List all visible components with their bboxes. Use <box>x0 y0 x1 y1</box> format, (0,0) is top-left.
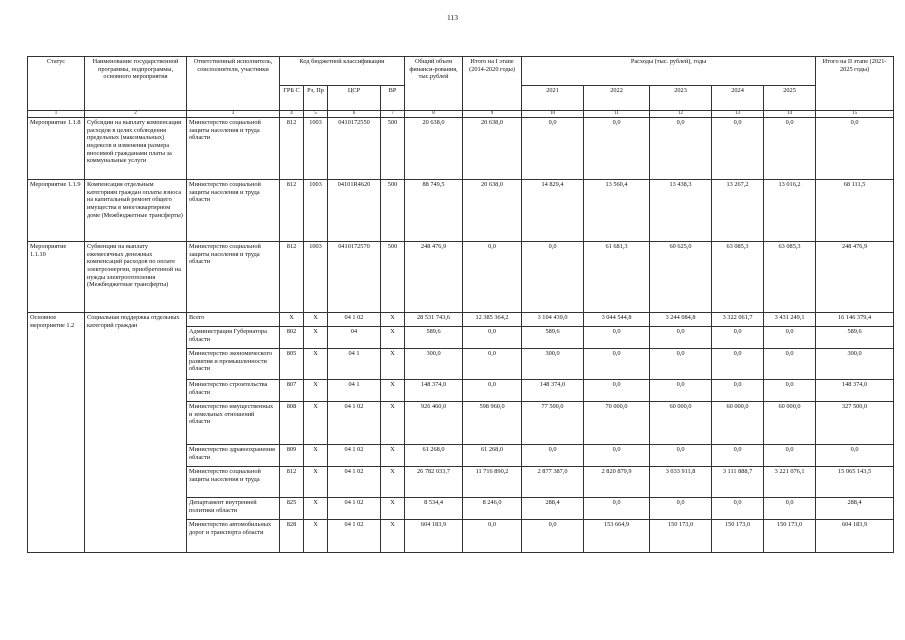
stage1-cell: 61 268,0 <box>463 445 522 467</box>
y2022-cell: 0,0 <box>584 327 650 349</box>
status-cell: Мероприятие 1.1.9 <box>28 180 85 242</box>
csr-cell: 04 1 <box>328 349 381 380</box>
column-number: 4 <box>280 111 304 118</box>
stage2-cell: 604 183,9 <box>816 520 894 553</box>
stage2-cell: 300,0 <box>816 349 894 380</box>
responsible-cell: Министерство строительства области <box>187 380 280 402</box>
stage2-cell: 68 111,5 <box>816 180 894 242</box>
header-grbs: ГРБ С <box>280 86 304 111</box>
column-number: 14 <box>764 111 816 118</box>
stage1-cell: 0,0 <box>463 380 522 402</box>
y2023-cell: 0,0 <box>650 445 712 467</box>
responsible-cell: Министерство социальной защиты населения и труда <box>187 467 280 498</box>
stage1-cell: 0,0 <box>463 242 522 313</box>
column-number: 6 <box>328 111 381 118</box>
total-cell: 589,6 <box>405 327 463 349</box>
rzpr-cell: X <box>304 327 328 349</box>
vr-cell: X <box>381 380 405 402</box>
y2022-cell: 2 820 879,9 <box>584 467 650 498</box>
stage1-cell: 20 638,0 <box>463 118 522 180</box>
vr-cell: X <box>381 520 405 553</box>
y2022-cell: 0,0 <box>584 349 650 380</box>
y2022-cell: 70 000,0 <box>584 402 650 445</box>
y2021-cell: 300,0 <box>522 349 584 380</box>
rzpr-cell: X <box>304 520 328 553</box>
csr-cell: 04 1 02 <box>328 498 381 520</box>
budget-table <box>27 56 894 553</box>
total-cell: 88 749,5 <box>405 180 463 242</box>
y2024-cell: 0,0 <box>712 445 764 467</box>
y2021-cell: 2 877 387,0 <box>522 467 584 498</box>
y2025-cell: 3 221 076,1 <box>764 467 816 498</box>
csr-cell: 04 1 <box>328 380 381 402</box>
vr-cell: X <box>381 327 405 349</box>
y2021-cell: 589,6 <box>522 327 584 349</box>
responsible-cell: Департамент внутренней политики области <box>187 498 280 520</box>
total-cell: 8 534,4 <box>405 498 463 520</box>
y2021-cell: 0,0 <box>522 242 584 313</box>
column-number: 9 <box>463 111 522 118</box>
y2025-cell: 0,0 <box>764 380 816 402</box>
csr-cell: 04 1 02 <box>328 467 381 498</box>
total-cell: 300,0 <box>405 349 463 380</box>
y2024-cell: 3 111 888,7 <box>712 467 764 498</box>
stage1-cell: 598 960,0 <box>463 402 522 445</box>
rzpr-cell: 1003 <box>304 180 328 242</box>
responsible-cell: Министерство автомобильных дорог и транспорта области <box>187 520 280 553</box>
y2023-cell: 3 033 911,8 <box>650 467 712 498</box>
responsible-cell: Министерство социальной защиты населения и труда области <box>187 180 280 242</box>
header-total-volume: Общий объем финанси-рования, тыс.рублей <box>405 57 463 111</box>
y2022-cell: 13 560,4 <box>584 180 650 242</box>
y2021-cell: 0,0 <box>522 118 584 180</box>
grbs-cell: 825 <box>280 498 304 520</box>
grbs-cell: 828 <box>280 520 304 553</box>
total-cell: 61 268,0 <box>405 445 463 467</box>
vr-cell: X <box>381 349 405 380</box>
vr-cell: X <box>381 402 405 445</box>
header-stage2: Итого на II этапе (2021-2025 годы) <box>816 57 894 111</box>
header-rzpr: Рз, Пр <box>304 86 328 111</box>
header-responsible: Ответственный исполнитель, соисполнители, участники <box>187 57 280 111</box>
name-cell: Субвенции на выплату ежемесячных денежных компенсаций расходов по оплате электроэнергии, приобретенной на нужды электроотопления (Межбюджетные трансферты) <box>85 242 187 313</box>
vr-cell: X <box>381 498 405 520</box>
y2025-cell: 60 000,0 <box>764 402 816 445</box>
y2024-cell: 0,0 <box>712 349 764 380</box>
header-expenses: Расходы (тыс. рублей), годы <box>522 57 816 86</box>
stage2-cell: 589,6 <box>816 327 894 349</box>
rzpr-cell: X <box>304 313 328 327</box>
total-cell: 604 183,9 <box>405 520 463 553</box>
y2023-cell: 60 625,0 <box>650 242 712 313</box>
grbs-cell: X <box>280 313 304 327</box>
y2022-cell: 0,0 <box>584 445 650 467</box>
csr-cell: 0410172550 <box>328 118 381 180</box>
grbs-cell: 812 <box>280 242 304 313</box>
total-cell: 148 374,0 <box>405 380 463 402</box>
status-cell: Мероприятие 1.1.10 <box>28 242 85 313</box>
name-cell: Субсидии на выплату компенсации расходов в целях соблюдения предельных (максимальных) индексов и изменения размера вносимой гражданами платы за коммунальные услуги <box>85 118 187 180</box>
y2023-cell: 3 244 084,8 <box>650 313 712 327</box>
y2025-cell: 0,0 <box>764 498 816 520</box>
grbs-cell: 802 <box>280 327 304 349</box>
y2021-cell: 3 104 439,0 <box>522 313 584 327</box>
stage2-cell: 248 476,9 <box>816 242 894 313</box>
table-row <box>28 242 894 313</box>
rzpr-cell: 1003 <box>304 118 328 180</box>
y2024-cell: 63 085,3 <box>712 242 764 313</box>
total-cell: 20 638,0 <box>405 118 463 180</box>
vr-cell: 500 <box>381 180 405 242</box>
column-number: 7 <box>381 111 405 118</box>
vr-cell: X <box>381 445 405 467</box>
y2021-cell: 0,0 <box>522 520 584 553</box>
vr-cell: X <box>381 467 405 498</box>
vr-cell: 500 <box>381 118 405 180</box>
y2023-cell: 0,0 <box>650 327 712 349</box>
header-year-2023: 2023 <box>650 86 712 111</box>
table-row <box>28 180 894 242</box>
csr-cell: 04 1 02 <box>328 445 381 467</box>
table-row <box>28 118 894 180</box>
column-number: 5 <box>304 111 328 118</box>
rzpr-cell: X <box>304 445 328 467</box>
y2025-cell: 0,0 <box>764 118 816 180</box>
csr-cell: 04 <box>328 327 381 349</box>
y2024-cell: 150 173,0 <box>712 520 764 553</box>
responsible-cell: Министерство экономического развития и промышленности области <box>187 349 280 380</box>
y2023-cell: 0,0 <box>650 118 712 180</box>
y2024-cell: 60 000,0 <box>712 402 764 445</box>
stage2-cell: 0,0 <box>816 445 894 467</box>
y2023-cell: 0,0 <box>650 380 712 402</box>
header-budget-code: Код бюджетной классификации <box>280 57 405 86</box>
stage1-cell: 20 638,0 <box>463 180 522 242</box>
y2021-cell: 77 500,0 <box>522 402 584 445</box>
stage1-cell: 12 385 364,2 <box>463 313 522 327</box>
responsible-cell: Всего <box>187 313 280 327</box>
column-number: 1 <box>28 111 85 118</box>
stage1-cell: 0,0 <box>463 349 522 380</box>
vr-cell: X <box>381 313 405 327</box>
responsible-cell: Администрация Губернатора области <box>187 327 280 349</box>
stage1-cell: 11 716 890,2 <box>463 467 522 498</box>
stage1-cell: 0,0 <box>463 327 522 349</box>
table-row <box>28 313 894 327</box>
header-year-2021: 2021 <box>522 86 584 111</box>
header-vr: ВР <box>381 86 405 111</box>
y2024-cell: 0,0 <box>712 498 764 520</box>
y2022-cell: 61 681,3 <box>584 242 650 313</box>
status-cell: Мероприятие 1.1.8 <box>28 118 85 180</box>
y2025-cell: 63 085,3 <box>764 242 816 313</box>
y2025-cell: 13 016,2 <box>764 180 816 242</box>
csr-cell: 04 1 02 <box>328 520 381 553</box>
column-number-row <box>28 111 894 118</box>
y2025-cell: 0,0 <box>764 445 816 467</box>
name-cell: Компенсация отдельным категориям граждан оплаты взноса на капитальный ремонт общего имущества в многоквартирном доме (Межбюджетные трансферты) <box>85 180 187 242</box>
y2022-cell: 3 044 544,8 <box>584 313 650 327</box>
y2024-cell: 0,0 <box>712 327 764 349</box>
rzpr-cell: X <box>304 349 328 380</box>
rzpr-cell: X <box>304 467 328 498</box>
y2021-cell: 288,4 <box>522 498 584 520</box>
y2023-cell: 13 438,3 <box>650 180 712 242</box>
y2022-cell: 153 664,9 <box>584 520 650 553</box>
y2024-cell: 13 267,2 <box>712 180 764 242</box>
y2022-cell: 0,0 <box>584 498 650 520</box>
stage1-cell: 0,0 <box>463 520 522 553</box>
stage2-cell: 148 374,0 <box>816 380 894 402</box>
name-cell: Социальная поддержка отдельных категорий граждан <box>85 313 187 553</box>
csr-cell: 04101R4620 <box>328 180 381 242</box>
y2021-cell: 0,0 <box>522 445 584 467</box>
column-number: 13 <box>712 111 764 118</box>
header-name: Наименование государственной программы, подпрограммы, основного мероприятия <box>85 57 187 111</box>
status-cell: Основное мероприятие 1.2 <box>28 313 85 553</box>
stage2-cell: 15 065 143,5 <box>816 467 894 498</box>
grbs-cell: 809 <box>280 445 304 467</box>
grbs-cell: 812 <box>280 118 304 180</box>
header-stage1: Итого на I этапе (2014-2020 годы) <box>463 57 522 111</box>
header-status: Статус <box>28 57 85 111</box>
column-number: 2 <box>85 111 187 118</box>
grbs-cell: 805 <box>280 349 304 380</box>
column-number: 11 <box>584 111 650 118</box>
y2025-cell: 0,0 <box>764 327 816 349</box>
column-number: 15 <box>816 111 894 118</box>
rzpr-cell: 1003 <box>304 242 328 313</box>
responsible-cell: Министерство социальной защиты населения и труда области <box>187 118 280 180</box>
rzpr-cell: X <box>304 380 328 402</box>
csr-cell: 0410172570 <box>328 242 381 313</box>
stage1-cell: 8 246,0 <box>463 498 522 520</box>
total-cell: 248 476,9 <box>405 242 463 313</box>
responsible-cell: Министерство здравоохранения области <box>187 445 280 467</box>
csr-cell: 04 1 02 <box>328 402 381 445</box>
total-cell: 28 531 743,6 <box>405 313 463 327</box>
csr-cell: 04 1 02 <box>328 313 381 327</box>
y2023-cell: 60 000,0 <box>650 402 712 445</box>
rzpr-cell: X <box>304 498 328 520</box>
grbs-cell: 808 <box>280 402 304 445</box>
column-number: 10 <box>522 111 584 118</box>
y2025-cell: 150 173,0 <box>764 520 816 553</box>
stage2-cell: 0,0 <box>816 118 894 180</box>
y2021-cell: 148 374,0 <box>522 380 584 402</box>
stage2-cell: 327 500,0 <box>816 402 894 445</box>
y2021-cell: 14 829,4 <box>522 180 584 242</box>
stage2-cell: 288,4 <box>816 498 894 520</box>
stage2-cell: 16 146 379,4 <box>816 313 894 327</box>
header-year-2022: 2022 <box>584 86 650 111</box>
header-year-2024: 2024 <box>712 86 764 111</box>
column-number: 12 <box>650 111 712 118</box>
grbs-cell: 807 <box>280 380 304 402</box>
y2024-cell: 3 322 061,7 <box>712 313 764 327</box>
column-number: 3 <box>187 111 280 118</box>
y2022-cell: 0,0 <box>584 380 650 402</box>
y2023-cell: 0,0 <box>650 349 712 380</box>
page-number: 113 <box>447 13 458 22</box>
rzpr-cell: X <box>304 402 328 445</box>
y2025-cell: 3 431 249,1 <box>764 313 816 327</box>
responsible-cell: Министерство социальной защиты населения и труда области <box>187 242 280 313</box>
total-cell: 926 460,0 <box>405 402 463 445</box>
responsible-cell: Министерство имущественных и земельных отношений области <box>187 402 280 445</box>
y2023-cell: 0,0 <box>650 498 712 520</box>
y2025-cell: 0,0 <box>764 349 816 380</box>
y2023-cell: 150 173,0 <box>650 520 712 553</box>
column-number: 8 <box>405 111 463 118</box>
header-csr: ЦСР <box>328 86 381 111</box>
vr-cell: 500 <box>381 242 405 313</box>
y2024-cell: 0,0 <box>712 380 764 402</box>
header-year-2025: 2025 <box>764 86 816 111</box>
y2024-cell: 0,0 <box>712 118 764 180</box>
total-cell: 26 782 033,7 <box>405 467 463 498</box>
grbs-cell: 812 <box>280 467 304 498</box>
grbs-cell: 812 <box>280 180 304 242</box>
y2022-cell: 0,0 <box>584 118 650 180</box>
